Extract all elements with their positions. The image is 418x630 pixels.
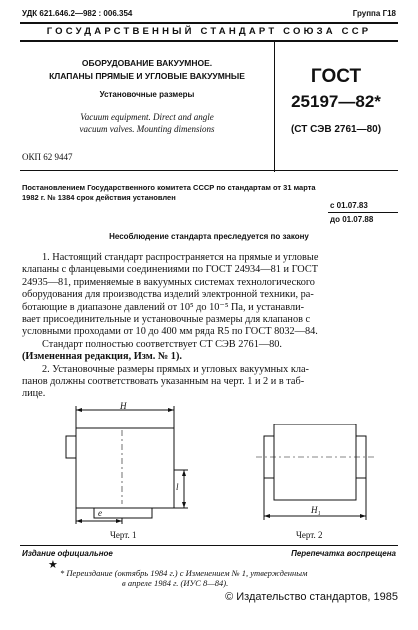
figure-1-drawing bbox=[58, 400, 194, 540]
gost-label: ГОСТ bbox=[310, 66, 362, 87]
para1-line: клапаны с фланцевыми соединениями по ГОСТ 24934—81 и ГОСТ bbox=[22, 264, 318, 276]
title-english-2: vacuum valves. Mounting dimensions bbox=[79, 124, 215, 134]
para1-line: 1. Настоящий стандарт распространяется на прямые и угловые bbox=[42, 252, 319, 263]
figure-2-drawing bbox=[256, 424, 376, 534]
fig1-left-flange bbox=[66, 436, 76, 458]
para2-line: лице. bbox=[22, 388, 46, 400]
star-mark: ★ bbox=[48, 559, 58, 571]
standard-banner: ГОСУДАРСТВЕННЫЙ СТАНДАРТ СОЮЗА ССР bbox=[46, 26, 372, 37]
group-code: Группа Г18 bbox=[352, 9, 396, 18]
reissue-note-2: в апреле 1984 г. (ИУС 8—84). bbox=[122, 578, 229, 588]
para1-line: условными проходами от 10 до 400 мм ряда R5 по ГОСТ 8032—84. bbox=[22, 326, 318, 338]
figure-1-caption: Черт. 1 bbox=[110, 530, 137, 540]
copyright: © Издательство стандартов, 1985 bbox=[225, 591, 398, 603]
gost-number: 25197—82* bbox=[291, 92, 381, 111]
decree-from: с 01.07.83 bbox=[330, 201, 368, 210]
title-english-1: Vacuum equipment. Direct and angle bbox=[80, 112, 214, 122]
fig1-label-h: H bbox=[120, 401, 127, 411]
decree-line-1: Постановлением Государственного комитета СССР по стандартам от 31 марта bbox=[22, 183, 316, 192]
amendment-note: (Измененная редакция, Изм. № 1). bbox=[22, 351, 182, 363]
title-bottom-rule bbox=[20, 170, 398, 171]
decree-to: до 01.07.88 bbox=[330, 215, 374, 224]
fig1-label-l: l bbox=[176, 482, 179, 492]
reprint-prohibited: Перепечатка воспрещена bbox=[291, 549, 396, 558]
para1-line: оборудования для производства изделий электронной техники, ра- bbox=[22, 289, 314, 301]
header-rule-top bbox=[20, 22, 398, 24]
body-text bbox=[22, 252, 400, 401]
fig2-label-h1: H₁ bbox=[311, 505, 321, 515]
legal-warning: Несоблюдение стандарта преследуется по закону bbox=[109, 232, 309, 241]
fig1-label-e: e bbox=[98, 508, 102, 518]
para1-line: вает присоединительные и установочные размеры для клапанов с bbox=[22, 314, 311, 326]
para1-line: ботающие в диапазоне давлений от 10⁵ до 10⁻⁵ Па, и устанавли- bbox=[22, 301, 305, 313]
title-block bbox=[20, 42, 398, 172]
footer-rule bbox=[20, 545, 398, 546]
fig2-body bbox=[274, 424, 356, 500]
para1-line: Стандарт полностью соответствует СТ СЭВ 2761—80. bbox=[42, 338, 283, 350]
title-subtitle: Установочные размеры bbox=[99, 90, 195, 99]
title-line-1: ОБОРУДОВАНИЕ ВАКУУМНОЕ. bbox=[81, 58, 213, 68]
cmea-reference: (СТ СЭВ 2761—80) bbox=[290, 124, 382, 135]
para2-line: панов должны соответствовать указанным на черт. 1 и 2 и в таб- bbox=[22, 376, 305, 388]
reissue-note-1: * Переиздание (октябрь 1984 г.) с Изменением № 1, утвержденным bbox=[60, 568, 308, 578]
title-line-2: КЛАПАНЫ ПРЯМЫЕ И УГЛОВЫЕ ВАКУУМНЫЕ bbox=[49, 71, 245, 81]
okp-code: ОКП 62 9447 bbox=[22, 152, 73, 162]
fig1-bottom-flange bbox=[94, 508, 152, 518]
official-edition: Издание официальное bbox=[22, 549, 113, 558]
decree-line-2: 1982 г. № 1384 срок действия установлен bbox=[22, 193, 176, 202]
udk-code: УДК 621.646.2—982 : 006.354 bbox=[22, 9, 133, 18]
figure-2-caption: Черт. 2 bbox=[296, 530, 323, 540]
decree-date-rule bbox=[328, 212, 398, 213]
para1-line: 24935—81, применяемые в вакуумных системах технологического bbox=[22, 276, 315, 288]
fig1-body bbox=[76, 428, 174, 508]
para2-line: 2. Установочные размеры прямых и угловых вакуумных кла- bbox=[42, 363, 309, 375]
